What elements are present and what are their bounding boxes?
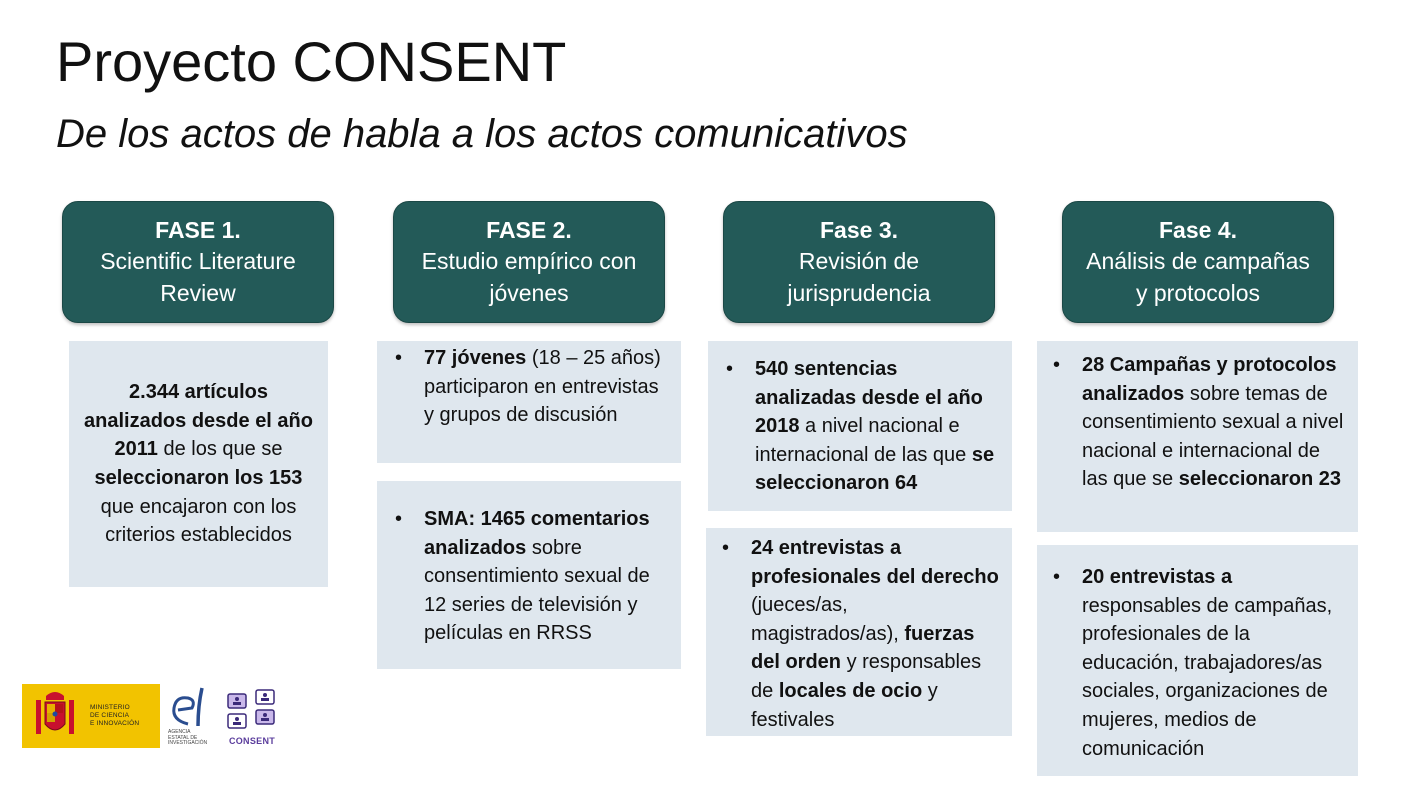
phase-1-title: FASE 1. <box>155 216 241 243</box>
aei-text <box>168 730 214 747</box>
phase-4a-text-1: sobre temas de consentimiento sexual a nivel nacional e internacional de las que se <box>1082 382 1344 491</box>
phase-4a-bold-1: 28 Campañas y protocolos analizados <box>1082 354 1337 405</box>
slide-subtitle: De los actos de habla a los actos comunicativos <box>56 112 908 156</box>
phase-3b-bold-2: fuerzas del orden <box>751 622 975 674</box>
bullet-icon: • <box>395 347 403 369</box>
phase-4-content-box-1 <box>1037 341 1358 532</box>
aei-line-1: AGENCIA <box>168 729 191 735</box>
ministerio-line-2: DE CIENCIA <box>90 712 130 719</box>
phase-4-line-1: Análisis de campañas <box>1086 248 1310 275</box>
phase-3b-text-1: (jueces/as, magistrados/as), <box>751 594 905 645</box>
aei-logo <box>168 684 214 748</box>
phase-1-bold-2: seleccionaron los 153 <box>94 467 303 489</box>
phase-1-content-text <box>79 378 318 550</box>
bullet-icon: • <box>722 537 730 559</box>
aei-line-2: ESTATAL DE <box>168 734 198 741</box>
phase-4a-bold-2: seleccionaron 23 <box>1178 468 1342 491</box>
phase-2-content-box-2 <box>377 481 681 669</box>
spain-crest-icon <box>30 686 80 746</box>
phase-3a-bold-2: se seleccionaron 64 <box>755 443 995 495</box>
bullet-icon: • <box>1053 566 1061 588</box>
phase-1-line-2: Review <box>160 279 236 306</box>
phase-3-title: Fase 3. <box>820 216 898 243</box>
slide-title: Proyecto CONSENT <box>56 30 567 93</box>
phase-4-content-text-2 <box>1082 563 1346 776</box>
phase-3-line-1: Revisión de <box>798 248 920 275</box>
phase-1-line-1: Scientific Literature <box>100 248 296 275</box>
phase-2a-text-1: (18 – 25 años) participaron en entrevistas y grupos de discusión <box>424 347 661 427</box>
phase-2-content-text-2 <box>424 505 669 669</box>
phase-3a-text-1: a nivel nacional e internacional de las que <box>755 415 972 466</box>
phase-3a-bold-1: 540 sentencias analizadas desde el año 2018 <box>755 358 983 438</box>
phase-3-header <box>723 201 995 323</box>
phase-4b-bold-1: 20 entrevistas a <box>1082 566 1233 588</box>
consent-logo <box>224 688 280 748</box>
phase-1-text-1: de los que se <box>157 438 283 461</box>
phase-3b-text-3: y festivales <box>751 679 938 731</box>
ministerio-logo <box>22 684 160 748</box>
phase-3b-bold-1: 24 entrevistas a profesionales del derecho <box>751 537 999 588</box>
phase-3b-bold-3: locales de ocio <box>778 679 923 702</box>
phase-4-content-text-1 <box>1082 351 1346 532</box>
phase-3-content-box-2 <box>706 528 1012 736</box>
phase-3b-text-2: y responsables de <box>751 651 982 702</box>
chat-bubbles-icon <box>224 688 280 734</box>
aei-mark-icon <box>168 684 214 730</box>
phase-2b-text-1: sobre consentimiento sexual de 12 series de televisión y películas en RRSS <box>424 536 650 645</box>
phase-3-line-2: jurisprudencia <box>787 279 931 306</box>
ministerio-line-3: E INNOVACIÓN <box>90 720 140 727</box>
bullet-icon: • <box>1053 354 1061 376</box>
phase-3-content-box-1 <box>708 341 1012 511</box>
phase-2-content-text-1 <box>424 344 669 463</box>
phase-2-title: FASE 2. <box>486 216 572 243</box>
consent-logo-name: CONSENT <box>228 736 276 746</box>
phase-2-header <box>393 201 665 323</box>
phase-4-title: Fase 4. <box>1159 216 1237 243</box>
phase-4-header <box>1062 201 1334 323</box>
phase-3-content-text-2 <box>751 534 1000 736</box>
phase-1-text-2: que encajaron con los criterios establecidos <box>100 495 297 547</box>
phase-2a-bold-1: 77 jóvenes <box>424 347 527 369</box>
bullet-icon: • <box>395 508 403 530</box>
phase-4b-text-1: responsables de campañas, profesionales de la educación, trabajadores/as sociales, organizaciones de mujeres, medios de comunicación <box>1082 594 1333 760</box>
ministerio-line-1: MINISTERIO <box>90 704 130 711</box>
phase-2-content-box-1 <box>377 341 681 463</box>
phase-3-content-text-1 <box>755 355 1000 511</box>
phase-2-line-2: jóvenes <box>489 279 569 306</box>
phase-1-header <box>62 201 334 323</box>
phase-1-bold-1: 2.344 artículos analizados desde el año 2011 <box>84 381 313 461</box>
phase-4-line-2: y protocolos <box>1135 279 1260 306</box>
phase-2b-bold-1: SMA: 1465 comentarios analizados <box>424 508 650 559</box>
phase-1-content-box <box>69 341 328 587</box>
phase-2-line-1: Estudio empírico con <box>421 248 637 275</box>
phase-4-content-box-2 <box>1037 545 1358 776</box>
ministerio-text <box>90 704 139 728</box>
aei-line-3: INVESTIGACIÓN <box>168 740 208 746</box>
bullet-icon: • <box>726 358 734 380</box>
